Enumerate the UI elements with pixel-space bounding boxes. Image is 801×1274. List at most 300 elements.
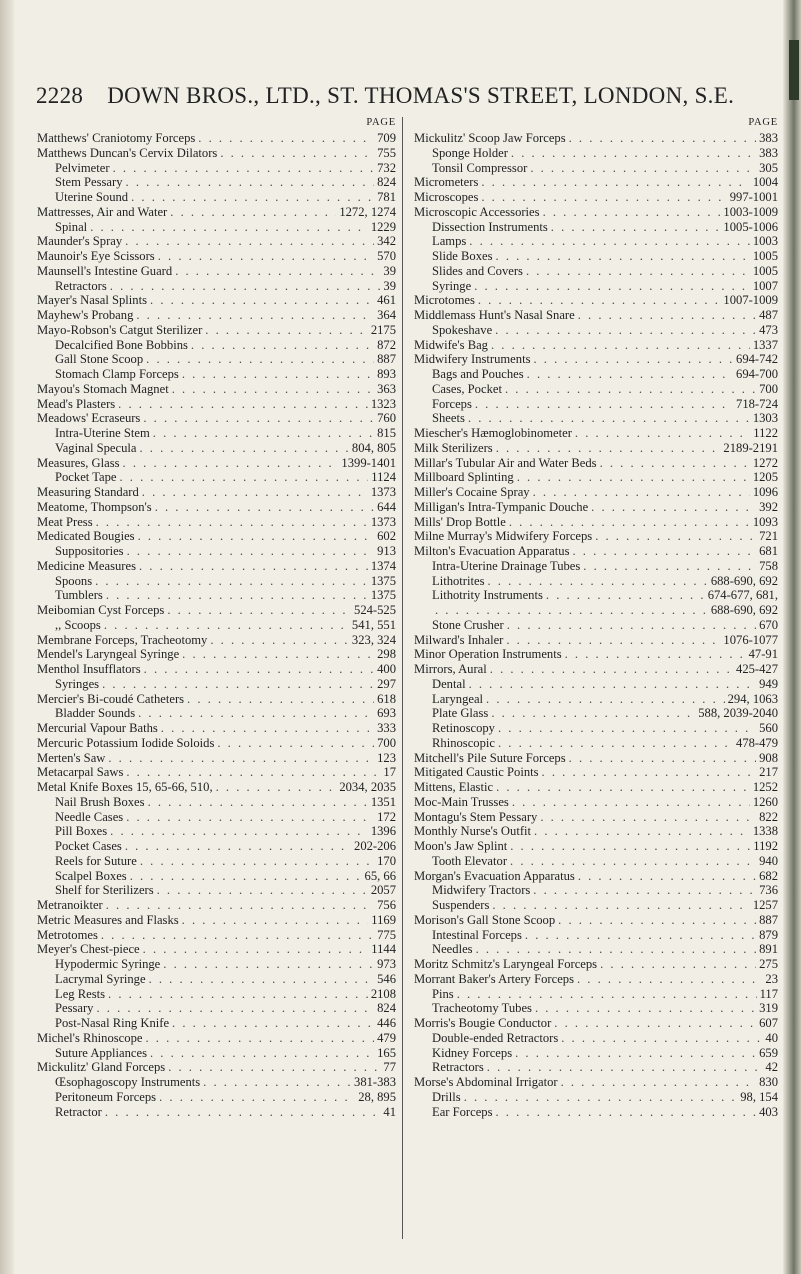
dot-leader [157, 883, 368, 898]
entry-label: Sponge Holder [432, 145, 508, 160]
entry-label: Intra-Uterine Drainage Tubes [432, 558, 581, 573]
entry-page-ref: 98, 154 [740, 1089, 778, 1104]
dot-leader [498, 721, 756, 736]
entry-page-ref: 546 [377, 971, 396, 986]
index-entry [37, 205, 396, 220]
entry-page-ref: 693 [377, 706, 396, 721]
entry-label: Midwifery Tractors [432, 883, 531, 898]
entry-label: Mercier's Bi-coudé Catheters [37, 691, 185, 706]
entry-page-ref: 461 [377, 293, 396, 308]
index-entry [37, 721, 396, 736]
dot-leader [591, 500, 756, 515]
entry-page-ref: 172 [377, 809, 396, 824]
index-entry [414, 588, 778, 603]
entry-label: Mayou's Stomach Magnet [37, 381, 169, 396]
dot-leader [95, 574, 368, 589]
entry-page-ref: 1272, 1274 [339, 204, 396, 219]
dot-leader [530, 161, 756, 176]
dot-leader [525, 928, 756, 943]
entry-page-ref: 1122 [753, 426, 778, 440]
dot-leader [490, 662, 733, 677]
entry-label: Suspenders [432, 898, 490, 912]
index-entry [37, 795, 396, 810]
dot-leader [142, 485, 368, 500]
index-entry [37, 1060, 396, 1075]
index-entry [37, 706, 396, 721]
index-entry [414, 382, 778, 397]
index-entry [37, 662, 396, 677]
index-entry [414, 441, 778, 456]
entry-page-ref: 913 [377, 544, 396, 558]
dot-leader [168, 1060, 380, 1075]
entry-label: Intra-Uterine Stem [55, 426, 150, 440]
entry-label: Milton's Evacuation Apparatus [414, 544, 570, 558]
index-entry [414, 485, 778, 500]
entry-label: Membrane Forceps, Tracheotomy [37, 632, 208, 647]
index-entry [414, 706, 778, 721]
entry-label: Mitchell's Pile Suture Forceps [414, 750, 566, 765]
entry-page-ref: 815 [377, 426, 396, 440]
entry-page-ref: 2108 [370, 986, 396, 1001]
entry-label: Microscopes [414, 190, 479, 204]
index-entry [37, 574, 396, 589]
index-entry [37, 677, 396, 692]
entry-page-ref: 65, 66 [364, 868, 396, 883]
dot-leader [476, 942, 757, 957]
dot-leader [172, 382, 374, 397]
index-entry [37, 1090, 396, 1105]
entry-label: Microtomes [414, 293, 475, 308]
index-entry [37, 190, 396, 205]
entry-label: Lamps [432, 234, 467, 249]
entry-label: Millar's Tubular Air and Water Beds [414, 455, 597, 470]
entry-label: Metal Knife Boxes 15, 65-66, 510, [37, 780, 213, 794]
index-entry [37, 352, 396, 367]
entry-page-ref: 473 [759, 322, 778, 337]
entry-page-ref: 1257 [752, 898, 778, 912]
entry-page-ref: 17 [383, 765, 396, 780]
entry-label: Mayo-Robson's Catgut Sterilizer [37, 322, 203, 337]
entry-page-ref: 694-742 [736, 352, 778, 367]
entry-page-ref: 1351 [370, 794, 396, 809]
dot-leader [161, 721, 374, 736]
index-entry [414, 426, 778, 441]
entry-label: Montagu's Stem Pessary [414, 809, 538, 824]
index-entry [37, 161, 396, 176]
entry-page-ref: 40 [765, 1030, 778, 1045]
dot-leader [175, 264, 380, 279]
entry-label: Dental [432, 676, 466, 691]
index-entry [37, 1031, 396, 1046]
entry-label: Rhinoscopic [432, 735, 495, 750]
entry-page-ref: 1252 [752, 780, 778, 794]
dot-leader [96, 1001, 374, 1016]
index-entry [37, 338, 396, 353]
index-entry [414, 397, 778, 412]
index-entry [37, 913, 396, 928]
dot-leader [535, 1001, 756, 1016]
dot-leader [511, 146, 756, 161]
entry-page-ref: 644 [377, 499, 396, 514]
entry-page-ref: 830 [759, 1075, 778, 1089]
dot-leader [481, 190, 726, 205]
entry-page-ref: 1399-1401 [341, 455, 396, 470]
entry-label: Tracheotomy Tubes [432, 1001, 532, 1016]
entry-page-ref: 524-525 [354, 603, 396, 617]
entry-page-ref: 392 [759, 499, 778, 514]
dot-leader [143, 942, 369, 957]
entry-page-ref: 305 [759, 160, 778, 175]
index-entry [414, 1090, 778, 1105]
index-entry [414, 1105, 778, 1120]
entry-page-ref: 659 [759, 1045, 778, 1060]
entry-page-ref: 688-690, 692 [710, 603, 778, 617]
entry-label: Mittens, Elastic [414, 780, 494, 794]
index-entry [414, 367, 778, 382]
entry-label: Retractors [55, 278, 107, 293]
index-entry [414, 1046, 778, 1061]
index-entry [414, 972, 778, 987]
entry-label: Meadows' Ecraseurs [37, 411, 141, 426]
entry-page-ref: 47-91 [748, 647, 778, 662]
dot-leader [216, 780, 337, 795]
index-entry [414, 898, 778, 913]
dot-leader [498, 736, 733, 751]
entry-page-ref: 887 [759, 912, 778, 927]
entry-page-ref: 403 [759, 1104, 778, 1119]
index-entry [414, 352, 778, 367]
dot-leader [496, 780, 750, 795]
index-entry [414, 529, 778, 544]
entry-page-ref: 1007 [752, 278, 778, 293]
index-entry [414, 500, 778, 515]
dot-leader [146, 352, 374, 367]
entry-label: Mead's Plasters [37, 396, 116, 411]
dot-leader [475, 397, 733, 412]
dot-leader [474, 279, 750, 294]
entry-label: Dissection Instruments [432, 219, 548, 234]
entry-page-ref: 275 [759, 957, 778, 971]
dot-leader [155, 500, 374, 515]
entry-label: Medicine Measures [37, 558, 136, 573]
entry-page-ref: 319 [759, 1001, 778, 1016]
index-entry [37, 824, 396, 839]
dot-leader [464, 1090, 738, 1105]
entry-label: Michel's Rhinoscope [37, 1030, 143, 1045]
entry-label: Spinal [55, 219, 88, 234]
dot-leader [138, 706, 374, 721]
entry-label: Stone Crusher [432, 617, 504, 632]
entry-page-ref: 908 [759, 750, 778, 765]
entry-label: Mendel's Laryngeal Syringe [37, 647, 180, 662]
index-entry [37, 928, 396, 943]
dot-leader [469, 677, 757, 692]
entry-page-ref: 1005 [752, 249, 778, 263]
dot-leader [496, 249, 750, 264]
index-entry [414, 131, 778, 146]
index-entry [414, 574, 778, 589]
index-entry [37, 1105, 396, 1120]
entry-page-ref: 1374 [370, 558, 396, 573]
entry-label: Œsophagoscopy Instruments [55, 1075, 201, 1089]
entry-page-ref: 1205 [752, 470, 778, 485]
entry-page-ref: 775 [377, 927, 396, 942]
dot-leader [487, 574, 707, 589]
entry-page-ref: 425-427 [736, 662, 778, 676]
dot-leader [182, 367, 374, 382]
entry-page-ref: 1144 [371, 942, 396, 957]
entry-label: Miller's Cocaine Spray [414, 485, 530, 499]
index-entry [414, 279, 778, 294]
entry-label: ,, Scoops [55, 617, 101, 632]
entry-label: Mattresses, Air and Water [37, 204, 168, 219]
dot-leader [126, 175, 375, 190]
dot-leader [138, 529, 375, 544]
entry-page-ref: 618 [377, 691, 396, 706]
dot-leader [505, 382, 756, 397]
entry-page-ref: 298 [377, 647, 396, 662]
dot-leader [600, 456, 750, 471]
dot-leader [102, 677, 374, 692]
entry-page-ref: 709 [377, 131, 396, 145]
entry-label: Metranoikter [37, 898, 103, 912]
entry-label: Plate Glass [432, 706, 489, 721]
index-entry [414, 146, 778, 161]
index-entry [37, 883, 396, 898]
entry-page-ref: 872 [377, 337, 396, 352]
index-entries-left [37, 131, 396, 1119]
dot-leader [515, 1046, 756, 1061]
dot-leader [595, 529, 756, 544]
entry-page-ref: 1338 [752, 824, 778, 839]
index-entry [37, 633, 396, 648]
entry-label: Monthly Nurse's Outfit [414, 824, 532, 839]
index-entry [37, 751, 396, 766]
dot-leader [131, 190, 374, 205]
entry-label: Leg Rests [55, 986, 106, 1001]
entry-page-ref: 1003 [752, 234, 778, 249]
entry-label: Spoons [55, 573, 93, 588]
entry-label: Reels for Suture [55, 853, 137, 868]
index-entry [37, 131, 396, 146]
entry-page-ref: 736 [759, 883, 778, 898]
index-entry [414, 824, 778, 839]
entry-page-ref: 758 [759, 558, 778, 573]
dot-leader [509, 515, 750, 530]
entry-page-ref: 342 [377, 234, 396, 249]
index-entry [414, 736, 778, 751]
index-entry [37, 1001, 396, 1016]
entry-label: Milk Sterilizers [414, 440, 493, 455]
index-entry [37, 279, 396, 294]
entry-label: Morse's Abdominal Irrigator [414, 1075, 558, 1089]
entry-page-ref: 1003-1009 [723, 204, 778, 219]
dot-leader [203, 1075, 351, 1090]
index-entry [414, 647, 778, 662]
entry-label: Syringe [432, 278, 472, 293]
entry-label: Scalpel Boxes [55, 868, 127, 883]
entry-page-ref: 1007-1009 [723, 293, 778, 308]
entry-label: Bags and Pouches [432, 367, 524, 381]
index-entry [414, 913, 778, 928]
entry-page-ref: 1375 [370, 573, 396, 588]
entry-page-ref: 674-677, 681, [707, 588, 778, 603]
entry-label: Mickulitz' Gland Forceps [37, 1060, 166, 1075]
index-entry [414, 839, 778, 854]
dot-leader [572, 544, 756, 559]
dot-leader [527, 367, 733, 382]
entry-page-ref: 202-206 [354, 839, 396, 853]
entry-label: Uterine Sound [55, 190, 129, 204]
index-entry [414, 456, 778, 471]
dot-leader [478, 293, 721, 308]
index-entry [37, 323, 396, 338]
entry-label: Metrotomes [37, 927, 98, 942]
entry-page-ref: 1375 [370, 588, 396, 603]
dot-leader [143, 411, 374, 426]
index-entry [414, 633, 778, 648]
dot-leader [457, 987, 757, 1002]
index-entry [37, 1016, 396, 1031]
entry-page-ref: 323, 324 [351, 632, 396, 647]
entry-page-ref: 891 [759, 942, 778, 957]
entry-label: Micrometers [414, 175, 479, 190]
index-entry [37, 957, 396, 972]
dot-leader [526, 264, 750, 279]
dot-leader [191, 338, 374, 353]
entry-label: Sheets [432, 411, 465, 426]
entry-page-ref: 602 [377, 529, 396, 544]
dot-leader [187, 692, 374, 707]
entry-label: Metacarpal Saws [37, 765, 124, 780]
entry-page-ref: 294, 1063 [727, 691, 778, 706]
entry-label: Mills' Drop Bottle [414, 514, 506, 529]
entry-page-ref: 1005 [752, 263, 778, 278]
entry-page-ref: 879 [759, 927, 778, 942]
index-entry [414, 869, 778, 884]
entry-label: Needle Cases [55, 809, 124, 824]
index-entry [37, 618, 396, 633]
dot-leader [106, 588, 368, 603]
entry-label: Pins [432, 986, 454, 1001]
index-entry [414, 780, 778, 795]
dot-leader [149, 972, 375, 987]
entry-label: Minor Operation Instruments [414, 647, 562, 662]
index-entry [37, 588, 396, 603]
index-entry [37, 898, 396, 913]
dot-leader [561, 1075, 757, 1090]
index-entry [414, 293, 778, 308]
entry-label: Meyer's Chest-piece [37, 942, 140, 957]
entry-page-ref: 383 [759, 131, 778, 145]
dot-leader [126, 810, 374, 825]
page-header [36, 83, 776, 109]
entry-page-ref: 478-479 [736, 735, 778, 750]
dot-leader [600, 957, 756, 972]
dot-leader [96, 515, 368, 530]
entry-label: Milne Murray's Midwifery Forceps [414, 529, 593, 544]
entry-page-ref: 1337 [752, 337, 778, 352]
index-entry [37, 456, 396, 471]
entry-page-ref: 1396 [370, 824, 396, 839]
entry-label: Metric Measures and Flasks [37, 912, 179, 927]
index-entry [414, 1016, 778, 1031]
index-entry [37, 264, 396, 279]
entry-page-ref: 400 [377, 662, 396, 676]
dot-leader [435, 603, 708, 618]
dot-leader [108, 751, 374, 766]
dot-leader [507, 618, 756, 633]
index-entry [414, 765, 778, 780]
entry-label: Suppositories [55, 544, 124, 558]
index-entry [37, 942, 396, 957]
entry-label: Retractor [55, 1104, 102, 1119]
index-entry [37, 234, 396, 249]
entry-page-ref: 688-690, 692 [710, 573, 778, 588]
dot-leader [148, 795, 368, 810]
entry-label: Lithotrity Instruments [432, 588, 543, 603]
entry-page-ref: 1373 [370, 514, 396, 529]
book-binding-edge [0, 0, 14, 1274]
entry-page-ref: 1093 [752, 514, 778, 529]
entry-label: Slides and Covers [432, 263, 523, 278]
index-entry [37, 1046, 396, 1061]
thumb-index-tab [783, 0, 801, 1274]
index-column-right [414, 117, 778, 1119]
entry-label: Suture Appliances [55, 1045, 147, 1060]
dot-leader [517, 470, 750, 485]
entry-page-ref: 217 [759, 765, 778, 780]
index-entry [414, 942, 778, 957]
dot-leader [110, 824, 368, 839]
entry-page-ref: 588, 2039-2040 [698, 706, 778, 721]
entry-label: Maunsell's Intestine Guard [37, 263, 173, 278]
index-entry [414, 677, 778, 692]
entry-label: Tonsil Compressor [432, 160, 528, 175]
entry-page-ref: 682 [759, 868, 778, 883]
dot-leader [153, 426, 374, 441]
entry-page-ref: 700 [377, 735, 396, 750]
entry-label: Merten's Saw [37, 750, 106, 765]
entry-page-ref: 694-700 [736, 367, 778, 381]
dot-leader [217, 736, 374, 751]
entry-label: Midwifery Instruments [414, 352, 531, 367]
dot-leader [104, 618, 349, 633]
page-column-label: PAGE [366, 117, 396, 128]
entry-label: Post-Nasal Ring Knife [55, 1016, 170, 1030]
index-entry [414, 810, 778, 825]
entry-label: Meibomian Cyst Forceps [37, 603, 165, 617]
entry-label: Tooth Elevator [432, 853, 508, 868]
entry-label: Medicated Bougies [37, 529, 135, 544]
entry-page-ref: 28, 895 [358, 1089, 396, 1104]
dot-leader [126, 765, 380, 780]
entry-label: Syringes [55, 676, 100, 691]
dot-leader [220, 146, 374, 161]
dot-leader [123, 456, 339, 471]
dot-leader [150, 293, 374, 308]
index-entry [37, 175, 396, 190]
entry-page-ref: 381-383 [354, 1075, 396, 1089]
dot-leader [491, 338, 750, 353]
dot-leader [125, 234, 374, 249]
dot-leader [491, 706, 695, 721]
entry-label: Maunoir's Eye Scissors [37, 249, 155, 263]
entry-label: Pill Boxes [55, 824, 108, 839]
index-entry [414, 1031, 778, 1046]
dot-leader [578, 869, 756, 884]
dot-leader [106, 898, 374, 913]
